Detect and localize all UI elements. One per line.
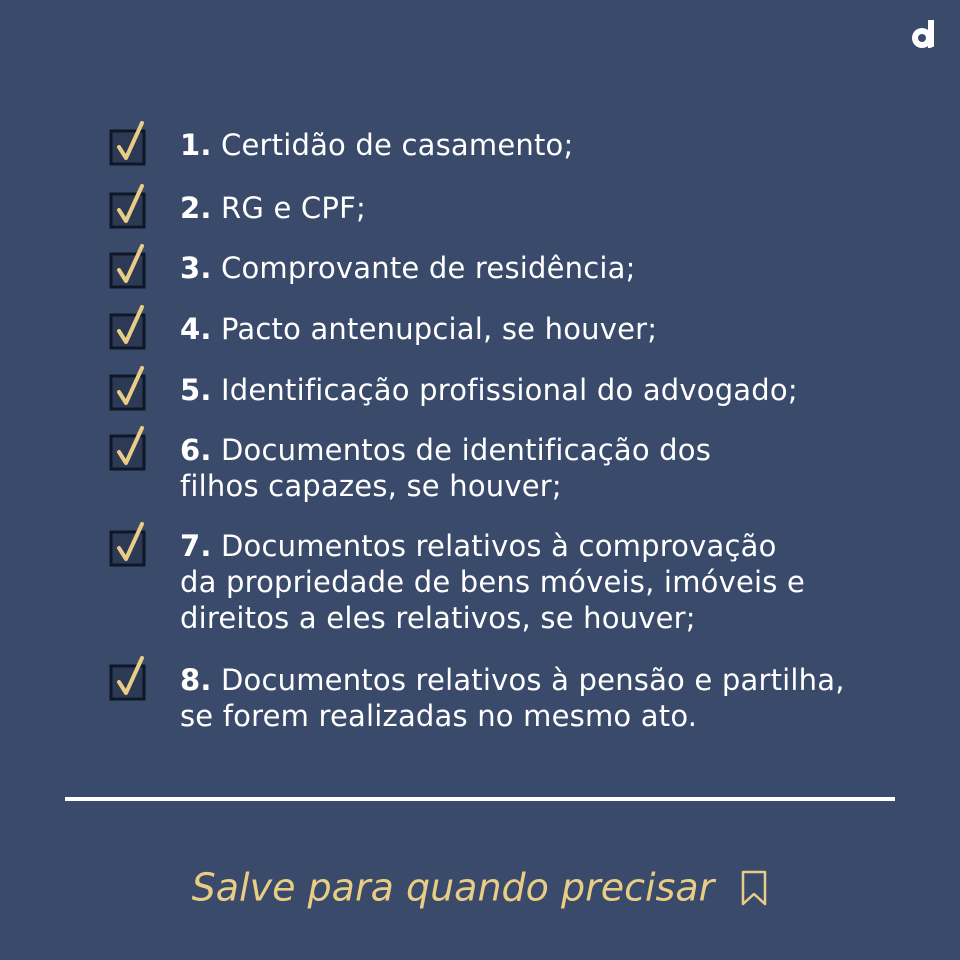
checklist-item-8	[108, 660, 928, 736]
checklist-item-text	[180, 372, 920, 408]
checklist-item-text	[180, 662, 920, 734]
item-label: Documentos de identificação dos	[221, 433, 712, 467]
checklist-item-2	[108, 188, 928, 228]
checklist-item-5	[108, 370, 928, 410]
item-number: 5.	[180, 373, 212, 407]
checkbox-checked-icon[interactable]	[108, 516, 148, 580]
checklist-item-line: se forem realizadas no mesmo ato.	[180, 699, 698, 733]
checklist-item-line	[180, 190, 920, 226]
checkbox-checked-icon[interactable]	[108, 115, 148, 179]
brand-logo-icon	[910, 18, 940, 52]
item-label: RG e CPF;	[221, 191, 366, 225]
checklist-item-4	[108, 309, 928, 349]
checklist-item-line: da propriedade de bens móveis, imóveis e	[180, 565, 806, 599]
save-reminder	[0, 860, 960, 913]
checkbox-checked-icon[interactable]	[108, 420, 148, 484]
item-number: 6.	[180, 433, 212, 467]
checklist-item-text	[180, 528, 920, 636]
checklist-item-line	[180, 662, 920, 698]
divider	[65, 797, 895, 801]
checklist-item-line: filhos capazes, se houver;	[180, 469, 562, 503]
item-number: 2.	[180, 191, 212, 225]
item-label: Certidão de casamento;	[221, 128, 574, 162]
checkbox-checked-icon[interactable]	[108, 360, 148, 424]
item-label: Pacto antenupcial, se houver;	[221, 312, 658, 346]
checklist-item-line	[180, 528, 920, 564]
checklist-item-text	[180, 190, 920, 226]
item-label: Documentos relativos à comprovação	[221, 529, 777, 563]
checklist-item-text	[180, 127, 920, 163]
checkbox-checked-icon[interactable]	[108, 650, 148, 714]
checklist-item-line	[180, 311, 920, 347]
item-number: 7.	[180, 529, 212, 563]
checklist-item-1	[108, 125, 928, 165]
checklist-item-text	[180, 432, 920, 504]
bookmark-icon[interactable]	[740, 869, 768, 907]
item-number: 8.	[180, 663, 212, 697]
checkbox-checked-icon[interactable]	[108, 299, 148, 363]
checklist-item-7	[108, 526, 928, 638]
checklist-item-line	[180, 372, 920, 408]
item-number: 1.	[180, 128, 212, 162]
save-reminder-text: Salve para quando precisar	[191, 865, 715, 910]
checkbox-checked-icon[interactable]	[108, 178, 148, 242]
item-number: 4.	[180, 312, 212, 346]
checklist-item-text	[180, 250, 920, 286]
item-label: Comprovante de residência;	[221, 251, 636, 285]
item-label: Identificação profissional do advogado;	[221, 373, 798, 407]
checklist-item-text	[180, 311, 920, 347]
checklist-item-line	[180, 432, 920, 468]
item-number: 3.	[180, 251, 212, 285]
checklist-item-line	[180, 127, 920, 163]
checklist-item-3	[108, 248, 928, 288]
checkbox-checked-icon[interactable]	[108, 238, 148, 302]
checklist-item-line	[180, 250, 920, 286]
checklist-item-6	[108, 430, 928, 506]
checklist-item-line: direitos a eles relativos, se houver;	[180, 601, 696, 635]
item-label: Documentos relativos à pensão e partilha,	[221, 663, 845, 697]
